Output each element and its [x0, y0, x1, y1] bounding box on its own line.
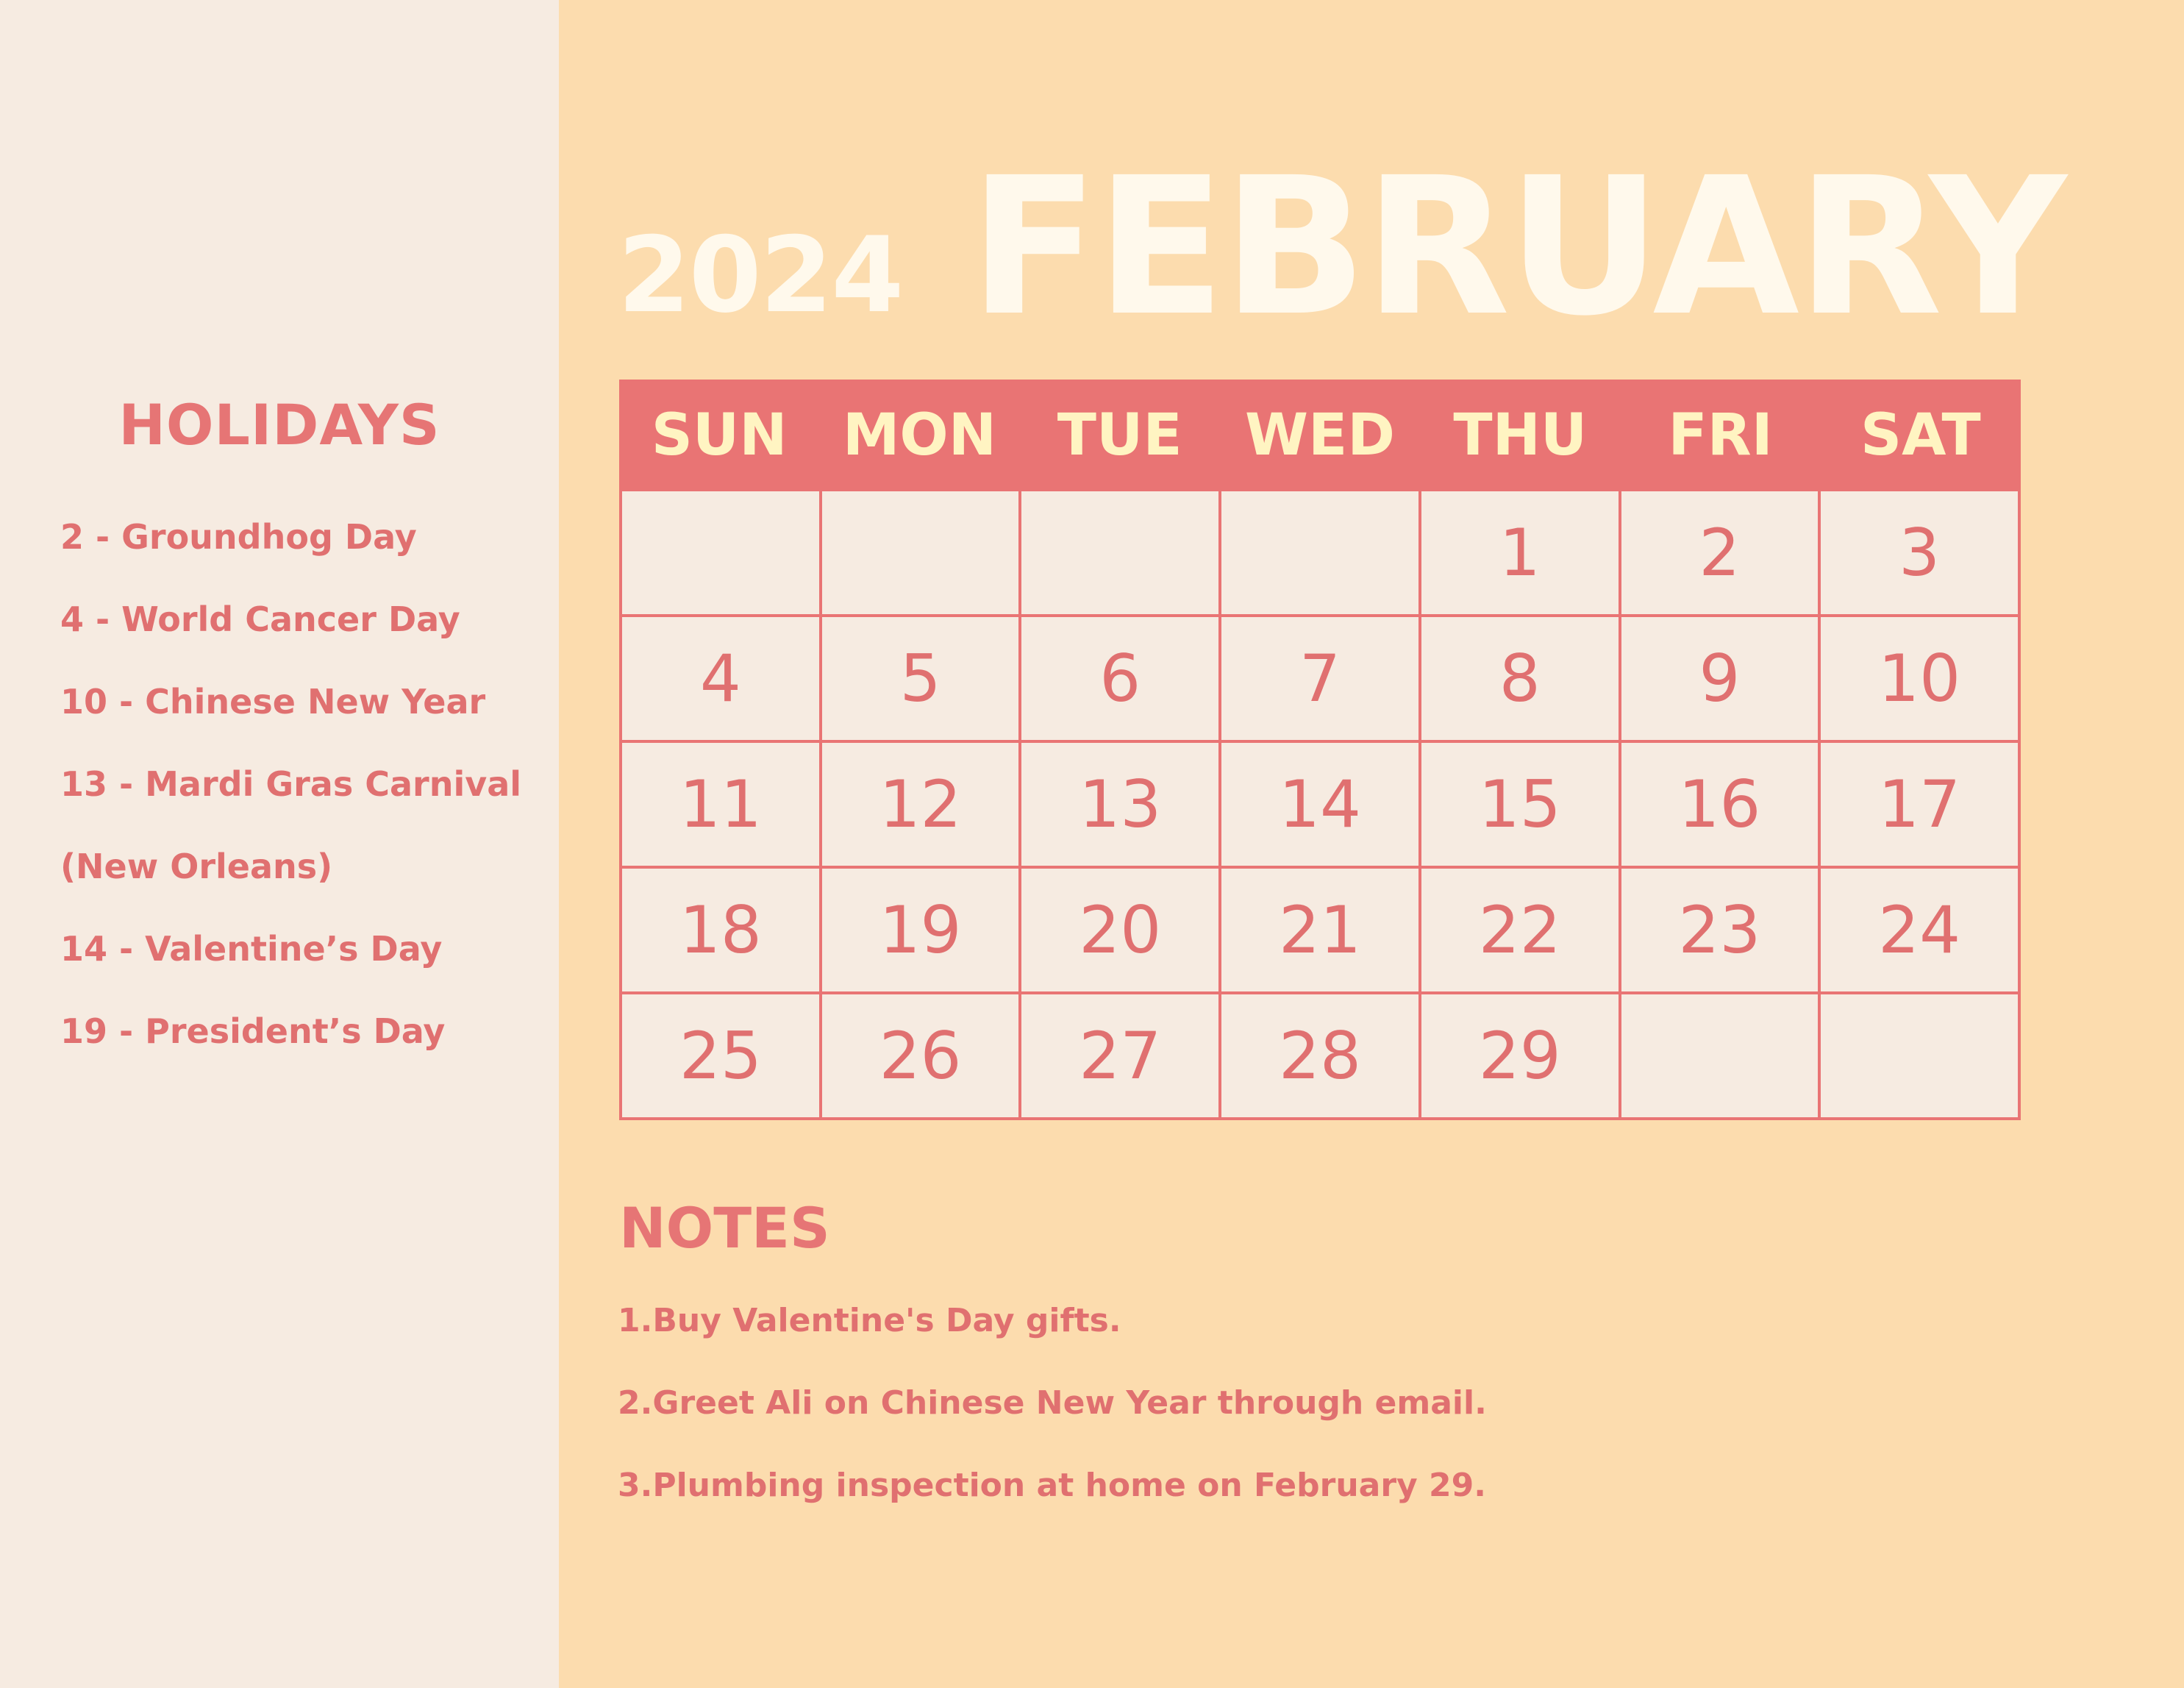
date-cell: 16: [1621, 743, 1821, 869]
date-cell: 24: [1821, 869, 2021, 994]
weekday-thu: THU: [1453, 402, 1588, 469]
holiday-item: 19 - President’s Day: [60, 1011, 446, 1051]
date-cell: 23: [1621, 869, 1821, 994]
date-cell: 25: [622, 994, 822, 1120]
note-item: 2.Greet Ali on Chinese New Year through email.: [618, 1384, 1487, 1422]
date-cell: 18: [622, 869, 822, 994]
date-cell: 7: [1221, 617, 1421, 743]
date-cell: 22: [1421, 869, 1621, 994]
weekday-mon: MON: [842, 402, 997, 469]
holiday-list: [60, 496, 521, 1072]
date-cell: [622, 491, 822, 617]
date-cell: [1221, 491, 1421, 617]
date-cell: 27: [1021, 994, 1221, 1120]
date-cell: 3: [1821, 491, 2021, 617]
holiday-item: 13 - Mardi Gras Carnival: [60, 764, 522, 804]
calendar-month: FEBRUARY: [969, 137, 2064, 357]
month-calendar: [619, 380, 2021, 1120]
weekday-header-row: [619, 380, 2021, 491]
holiday-item: 10 - Chinese New Year: [60, 682, 486, 722]
notes-list: [618, 1280, 1487, 1527]
date-cell: 10: [1821, 617, 2021, 743]
date-cell: 13: [1021, 743, 1221, 869]
date-cell: 14: [1221, 743, 1421, 869]
weekday-sun: SUN: [651, 402, 788, 469]
holiday-item: 4 - World Cancer Day: [60, 599, 460, 639]
date-cell: [1621, 994, 1821, 1120]
weekday-tue: TUE: [1057, 402, 1182, 469]
date-cell: 28: [1221, 994, 1421, 1120]
date-cell: 21: [1221, 869, 1421, 994]
date-cell: 15: [1421, 743, 1621, 869]
date-cell: 4: [622, 617, 822, 743]
notes-title: NOTES: [619, 1195, 830, 1261]
weekday-sat: SAT: [1860, 402, 1981, 469]
date-cell: 6: [1021, 617, 1221, 743]
date-cell: 12: [822, 743, 1022, 869]
note-item: 3.Plumbing inspection at home on February 29.: [618, 1467, 1486, 1504]
date-cell: 17: [1821, 743, 2021, 869]
date-cell: 29: [1421, 994, 1621, 1120]
date-cell: 19: [822, 869, 1022, 994]
holiday-item: (New Orleans): [60, 847, 333, 886]
date-cell: 5: [822, 617, 1022, 743]
calendar-year: 2024: [618, 215, 903, 336]
weekday-wed: WED: [1244, 402, 1396, 469]
date-cell: 11: [622, 743, 822, 869]
holidays-title: HOLIDAYS: [118, 392, 440, 457]
weekday-fri: FRI: [1668, 402, 1773, 469]
holidays-sidebar: [0, 0, 559, 1688]
holiday-item: 2 - Groundhog Day: [60, 517, 417, 557]
date-cell: 2: [1621, 491, 1821, 617]
note-item: 1.Buy Valentine's Day gifts.: [618, 1302, 1121, 1339]
date-cell: [1821, 994, 2021, 1120]
date-grid: [619, 491, 2021, 1120]
holiday-item: 14 - Valentine’s Day: [60, 929, 443, 969]
date-cell: 8: [1421, 617, 1621, 743]
date-cell: [1021, 491, 1221, 617]
date-cell: 1: [1421, 491, 1621, 617]
date-cell: 9: [1621, 617, 1821, 743]
date-cell: 26: [822, 994, 1022, 1120]
date-cell: [822, 491, 1022, 617]
date-cell: 20: [1021, 869, 1221, 994]
